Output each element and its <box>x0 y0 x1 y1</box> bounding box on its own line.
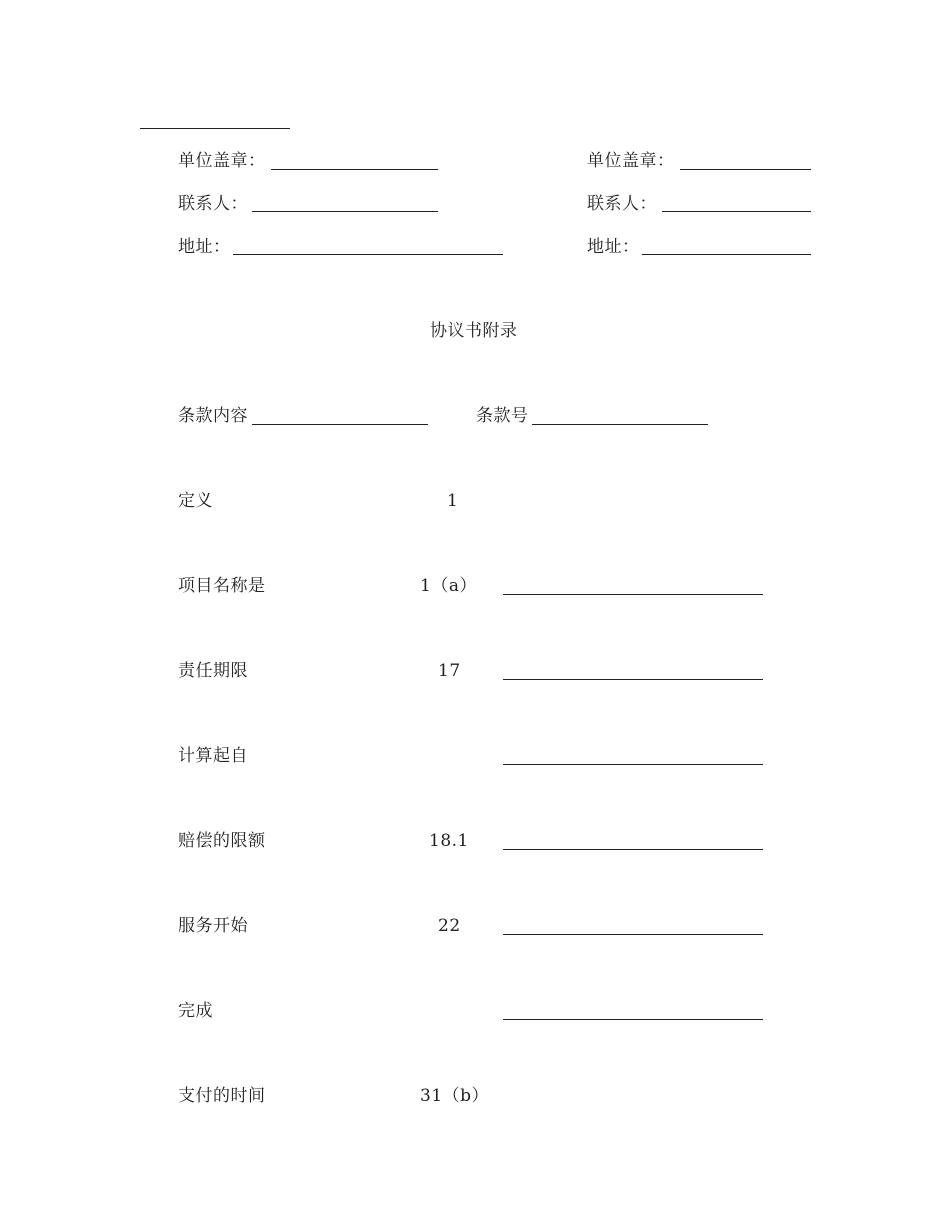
right-seal-label: 单位盖章： <box>587 151 675 171</box>
clause-content-label: 条款内容 <box>178 406 248 426</box>
row-label: 完成 <box>178 1001 213 1021</box>
right-contact-label: 联系人： <box>587 194 657 214</box>
clause-number-label: 条款号 <box>476 406 529 426</box>
row-label: 服务开始 <box>178 916 248 936</box>
row-label: 支付的时间 <box>178 1086 266 1106</box>
left-contact-field[interactable] <box>252 211 438 212</box>
row-clause: 1 <box>447 491 459 511</box>
right-seal-field[interactable] <box>680 169 811 170</box>
right-address-field[interactable] <box>642 254 811 255</box>
left-address-label: 地址： <box>178 237 231 257</box>
top-rule <box>140 128 290 129</box>
row-value-field[interactable] <box>503 679 763 680</box>
row-clause: 1（a） <box>420 576 477 596</box>
row-label: 赔偿的限额 <box>178 831 266 851</box>
clause-number-field[interactable] <box>532 424 708 425</box>
left-address-field[interactable] <box>233 254 503 255</box>
right-address-label: 地址： <box>587 237 640 257</box>
row-clause: 22 <box>438 916 461 936</box>
clause-content-field[interactable] <box>252 424 428 425</box>
row-value-field[interactable] <box>503 594 763 595</box>
row-value-field[interactable] <box>503 764 763 765</box>
left-contact-label: 联系人： <box>178 194 248 214</box>
row-value-field[interactable] <box>503 934 763 935</box>
right-contact-field[interactable] <box>662 211 811 212</box>
row-value-field[interactable] <box>503 1019 763 1020</box>
row-clause: 18.1 <box>429 831 469 851</box>
row-clause: 31（b） <box>420 1086 490 1106</box>
row-value-field[interactable] <box>503 849 763 850</box>
row-label: 责任期限 <box>178 661 248 681</box>
appendix-title: 协议书附录 <box>430 321 518 341</box>
left-seal-field[interactable] <box>271 169 438 170</box>
row-clause: 17 <box>438 661 461 681</box>
left-seal-label: 单位盖章： <box>178 151 266 171</box>
row-label: 项目名称是 <box>178 576 266 596</box>
row-label: 定义 <box>178 491 213 511</box>
row-label: 计算起自 <box>178 746 248 766</box>
